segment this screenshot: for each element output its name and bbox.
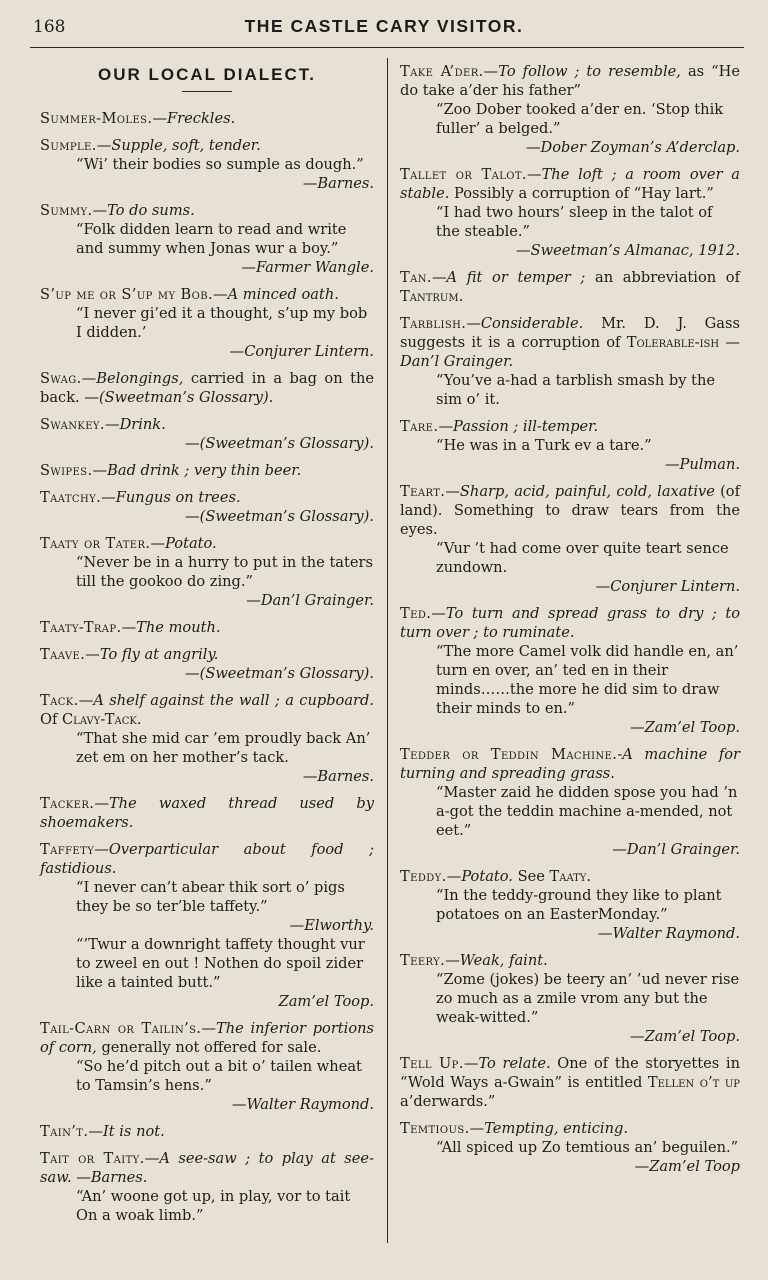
dictionary-entry xyxy=(40,645,374,683)
dictionary-entry xyxy=(40,109,374,128)
entry-headword: Swag. xyxy=(40,370,82,387)
left-entries xyxy=(40,109,374,1225)
entry-headword: Tail-Carn or Tailin’s. xyxy=(40,1020,202,1037)
entry-meaning: To turn and spread grass to dry ; to turn over ; to ruminate. xyxy=(400,605,740,641)
dictionary-entry xyxy=(40,534,374,610)
entry-definition xyxy=(400,417,740,436)
entry-dash: — xyxy=(144,1150,160,1167)
entry-quote: “You’ve a-had a tarblish smash by the sim o’ it. xyxy=(436,372,716,408)
entry-definition xyxy=(400,482,740,539)
entry-attribution: —Dan’l Grainger. xyxy=(246,592,374,609)
entry-attribution: —Farmer Wangle. xyxy=(241,259,374,276)
entry-definition xyxy=(40,1019,374,1057)
entry-attribution: —Barnes. xyxy=(302,175,374,192)
entry-dash: — xyxy=(466,315,481,332)
entry-meaning: Potato. xyxy=(461,868,513,885)
entry-definition xyxy=(40,691,374,729)
entry-dash: — xyxy=(469,1120,485,1137)
entry-meaning: To relate. xyxy=(478,1055,551,1072)
entry-headword: Taaty-Trap. xyxy=(40,619,122,636)
entry-note: (of land). Something to draw tears from the eyes. xyxy=(400,483,740,538)
entry-quote: “Zome (jokes) be teery an’ ’ud never rise zo much as a zmile vrom any but the weak-witted.” xyxy=(436,971,740,1026)
entry-meaning: Bad drink ; very thin beer. xyxy=(107,462,302,479)
dictionary-entry xyxy=(400,417,740,474)
entry-definition xyxy=(40,201,374,220)
entry-headword: Tarblish. xyxy=(400,315,467,332)
entry-quote: “I never gi’ed it a thought, s’up my bob I didden.’ xyxy=(76,305,368,341)
entry-definition xyxy=(40,794,374,832)
entry-definition xyxy=(40,369,374,407)
dictionary-entry xyxy=(40,618,374,637)
entry-headword: Swipes. xyxy=(40,462,93,479)
right-column xyxy=(400,62,740,1184)
entry-quote: “All spiced up Zo temtious an’ beguilen.” xyxy=(436,1139,739,1156)
entry-note: Possibly a corruption of “Hay lart.” xyxy=(449,185,714,202)
entry-quote: “An’ woone got up, in play, vor to tait On a woak limb.” xyxy=(76,1188,351,1224)
entry-definition xyxy=(40,109,374,128)
entry-meaning: A minced oath. xyxy=(227,286,339,303)
dictionary-entry xyxy=(400,165,740,260)
entry-attribution: —Sweetman’s Almanac, 1912. xyxy=(515,242,740,259)
dictionary-entry xyxy=(400,482,740,596)
dictionary-entry xyxy=(40,794,374,832)
entry-meaning: The waxed thread used by shoemakers. xyxy=(40,795,374,831)
entry-source: —(Sweetman’s Glossary). xyxy=(84,389,274,406)
right-entries xyxy=(400,62,740,1176)
entry-dash: — xyxy=(201,1020,217,1037)
entry-meaning: Passion ; ill-temper. xyxy=(453,418,599,435)
entry-note: See xyxy=(512,868,550,885)
entry-attribution: —Walter Raymond. xyxy=(231,1096,374,1113)
entry-note: as “He do take a’der his father” xyxy=(400,63,740,99)
entry-dash: — xyxy=(104,416,120,433)
entry-dash: — xyxy=(526,166,542,183)
entry-attribution: —Zam’el Toop xyxy=(634,1158,740,1175)
entry-dash: — xyxy=(446,868,462,885)
entry-meaning: Supple, soft, tender. xyxy=(111,137,261,154)
entry-quote: “I had two hours’ sleep in the talot of the steable.” xyxy=(436,204,713,240)
entry-meaning: A machine for turning and spreading grass. xyxy=(400,746,740,782)
entry-definition xyxy=(40,415,374,434)
entry-meaning: A fit or temper ; xyxy=(446,269,586,286)
entry-definition xyxy=(400,314,740,371)
dictionary-entry xyxy=(40,691,374,786)
header-rule xyxy=(30,47,744,48)
dictionary-entry xyxy=(400,314,740,409)
entry-meaning: Drink. xyxy=(119,416,166,433)
entry-dash: - xyxy=(617,746,623,763)
dictionary-entry xyxy=(400,867,740,943)
entry-note: carried in a bag on the back. xyxy=(40,370,374,406)
entry-definition xyxy=(400,62,740,100)
entry-definition xyxy=(40,461,374,480)
entry-dash: — xyxy=(445,952,460,969)
entry-headword: Taffety xyxy=(40,841,95,858)
dictionary-entry xyxy=(400,268,740,306)
entry-quote: “Never be in a hurry to put in the taters till the gookoo do zing.” xyxy=(76,554,373,590)
entry-headword: Tait or Taity. xyxy=(40,1150,145,1167)
page-number: 168 xyxy=(33,17,66,37)
entry-quote: “Wi’ their bodies so sumple as dough.” xyxy=(76,156,364,173)
entry-definition xyxy=(40,1122,374,1141)
entry-quote: “Zoo Dober tooked a’der en. ‘Stop thik fuller’ a belged.” xyxy=(436,101,724,137)
entry-note-end: a’derwards.” xyxy=(400,1093,496,1110)
entry-attribution: —(Sweetman’s Glossary). xyxy=(185,435,374,452)
column-divider xyxy=(387,58,388,1243)
entry-definition xyxy=(40,1149,374,1187)
entry-meaning: Sharp, acid, painful, cold, laxative xyxy=(459,483,715,500)
dictionary-entry xyxy=(400,604,740,737)
entry-dash: — xyxy=(85,646,100,663)
entry-dash: — xyxy=(431,605,446,622)
entry-headword: Teddy. xyxy=(400,868,447,885)
dictionary-entry xyxy=(40,840,374,1011)
dictionary-entry xyxy=(400,1054,740,1111)
dictionary-entry xyxy=(40,461,374,480)
entry-note: Mr. D. J. Gass suggests it is a corruption of xyxy=(400,315,740,351)
dictionary-entry xyxy=(400,745,740,859)
dictionary-entry xyxy=(40,369,374,407)
entry-dash: — xyxy=(94,795,109,812)
entry-definition xyxy=(400,165,740,203)
entry-attribution: —Dober Zoyman’s A’derclap. xyxy=(525,139,740,156)
entry-headword: Tell Up. xyxy=(400,1055,464,1072)
dictionary-entry xyxy=(400,62,740,157)
entry-definition xyxy=(40,645,374,664)
running-title: THE CASTLE CARY VISITOR. xyxy=(244,16,524,36)
entry-attribution: —Conjurer Lintern. xyxy=(229,343,374,360)
entry-headword: Summy. xyxy=(40,202,93,219)
entry-dash: — xyxy=(92,202,108,219)
entry-quote: “He was in a Turk ev a tare.” xyxy=(436,437,652,454)
entry-attribution: Zam’el Toop. xyxy=(278,993,374,1010)
entry-definition xyxy=(40,488,374,507)
entry-definition xyxy=(40,136,374,155)
entry-definition xyxy=(400,268,740,306)
entry-crossref: Tellen o’t up xyxy=(647,1074,740,1091)
entry-definition xyxy=(400,604,740,642)
entry-attribution: —Zam’el Toop. xyxy=(629,1028,740,1045)
entry-attribution: —Elworthy. xyxy=(289,917,374,934)
entry-meaning: Overparticular about food ; fastidious. xyxy=(40,841,374,877)
dictionary-entry xyxy=(40,415,374,453)
entry-headword: Summer-Moles. xyxy=(40,110,153,127)
entry-meaning: Considerable. xyxy=(480,315,584,332)
entry-definition xyxy=(400,951,740,970)
entry-definition xyxy=(400,1054,740,1111)
entry-crossref: Tolerable-ish xyxy=(626,334,720,351)
entry-headword: Swankey. xyxy=(40,416,105,433)
entry-headword: Taaty or Tater. xyxy=(40,535,151,552)
entry-dash: — xyxy=(81,370,97,387)
section-title: OUR LOCAL DIALECT. xyxy=(98,65,316,84)
entry-meaning: Weak, faint. xyxy=(459,952,548,969)
entry-source: —Dan’l Grainger. xyxy=(400,334,740,370)
entry-quote: “That she mid car ’em proudly back An’ zet em on her mother’s tack. xyxy=(76,730,371,766)
entry-quote: “I never can’t abear thik sort o’ pigs they be so ter’ble taffety.” xyxy=(76,879,345,915)
entry-dash: — xyxy=(78,692,94,709)
entry-meaning: To do sums. xyxy=(107,202,195,219)
entry-meaning: Freckles. xyxy=(167,110,236,127)
entry-headword: Sumple. xyxy=(40,137,97,154)
entry-quote: “Vur ’t had come over quite teart sence zundown. xyxy=(436,540,729,576)
entry-dash: — xyxy=(94,841,109,858)
entry-dash: — xyxy=(483,63,499,80)
entry-headword: Taatchy. xyxy=(40,489,102,506)
dictionary-entry xyxy=(40,1122,374,1141)
entry-definition xyxy=(400,1119,740,1138)
entry-dash: — xyxy=(431,269,447,286)
dictionary-entry xyxy=(400,951,740,1046)
entry-headword: Teery. xyxy=(400,952,446,969)
entry-dash: — xyxy=(152,110,168,127)
entry-dash: — xyxy=(88,1123,103,1140)
entry-note: generally not offered for sale. xyxy=(96,1039,322,1056)
entry-dash: — xyxy=(445,483,460,500)
entry-headword: Temtious. xyxy=(400,1120,470,1137)
entry-headword: Take A’der. xyxy=(400,63,484,80)
entry-meaning: Belongings, xyxy=(96,370,184,387)
entry-definition xyxy=(40,285,374,304)
entry-crossref: Clavy-Tack. xyxy=(62,711,142,728)
entry-headword: Ted. xyxy=(400,605,432,622)
entry-note: One of the storyettes in “Wold Ways a-Gwain” is entitled xyxy=(400,1055,740,1091)
entry-headword: Tedder or Teddin Machine. xyxy=(400,746,618,763)
entry-dash: — xyxy=(121,619,137,636)
entry-headword: S’up me or S’up my Bob. xyxy=(40,286,213,303)
entry-headword: Tacker. xyxy=(40,795,95,812)
entry-quote: “So he’d pitch out a bit o’ tailen wheat to Tamsin’s hens.” xyxy=(76,1058,362,1094)
entry-meaning: The mouth. xyxy=(136,619,221,636)
entry-headword: Tallet or Talot. xyxy=(400,166,527,183)
dictionary-entry xyxy=(40,201,374,277)
dictionary-entry xyxy=(40,1149,374,1225)
entry-headword: Tain’t. xyxy=(40,1123,89,1140)
entry-headword: Tack. xyxy=(40,692,79,709)
entry-crossref: Taaty. xyxy=(549,868,592,885)
entry-definition xyxy=(40,618,374,637)
entry-headword: Taave. xyxy=(40,646,86,663)
left-column xyxy=(40,62,374,1233)
entry-note: an abbreviation of xyxy=(585,269,740,286)
dictionary-entry xyxy=(40,285,374,361)
entry-meaning: A see-saw ; to play at see-saw. xyxy=(40,1150,374,1186)
entry-meaning: To follow ; to resemble, xyxy=(498,63,681,80)
dictionary-entry xyxy=(40,488,374,526)
entry-meaning: The loft ; a room over a stable. xyxy=(400,166,741,202)
dictionary-entry xyxy=(400,1119,740,1176)
entry-meaning: It is not. xyxy=(103,1123,165,1140)
entry-definition xyxy=(40,840,374,878)
entry-headword: Tare. xyxy=(400,418,439,435)
dictionary-entry xyxy=(40,136,374,193)
dictionary-entry xyxy=(40,1019,374,1114)
entry-quote: “Folk didden learn to read and write and summy when Jonas wur a boy.” xyxy=(76,221,347,257)
entry-note: Of xyxy=(40,711,63,728)
entry-meaning: Fungus on trees. xyxy=(115,489,241,506)
entry-attribution: —(Sweetman’s Glossary). xyxy=(185,508,374,525)
entry-meaning: To fly at angrily. xyxy=(99,646,219,663)
entry-dash: — xyxy=(463,1055,479,1072)
entry-definition xyxy=(400,867,740,886)
entry-meaning: Tempting, enticing. xyxy=(484,1120,628,1137)
entry-attribution: —Zam’el Toop. xyxy=(629,719,740,736)
entry-quote: “’Twur a downright taffety thought vur to zweel en out ! Nothen do spoil zider like a tainted butt.” xyxy=(76,936,365,991)
entry-crossref: Tantrum. xyxy=(400,288,464,305)
entry-definition xyxy=(40,534,374,553)
entry-meaning: A shelf against the wall ; a cupboard. xyxy=(93,692,374,709)
entry-headword: Teart. xyxy=(400,483,446,500)
entry-attribution: —Walter Raymond. xyxy=(597,925,740,942)
entry-headword: Tan. xyxy=(400,269,432,286)
entry-meaning: Potato. xyxy=(165,535,217,552)
entry-attribution: —Pulman. xyxy=(664,456,740,473)
title-rule xyxy=(182,91,232,92)
entry-dash: — xyxy=(213,286,228,303)
entry-attribution: —Dan’l Grainger. xyxy=(612,841,740,858)
entry-dash: — xyxy=(438,418,454,435)
entry-dash: — xyxy=(96,137,112,154)
entry-quote: “The more Camel volk did handle en, an’ turn en over, an’ ted en in their minds……the more he did sim to draw their minds to en.” xyxy=(436,643,739,717)
entry-quote: “Master zaid he didden spose you had ’n a-got the teddin machine a-mended, not eet.” xyxy=(436,784,738,839)
entry-definition xyxy=(400,745,740,783)
entry-source: —Barnes. xyxy=(76,1169,148,1186)
entry-attribution: —Barnes. xyxy=(302,768,374,785)
entry-dash: — xyxy=(92,462,108,479)
entry-attribution: —(Sweetman’s Glossary). xyxy=(185,665,374,682)
entry-dash: — xyxy=(101,489,116,506)
entry-dash: — xyxy=(150,535,166,552)
entry-attribution: —Conjurer Lintern. xyxy=(595,578,740,595)
entry-quote: “In the teddy-ground they like to plant potatoes on an EasterMonday.” xyxy=(436,887,722,923)
entry-meaning: The inferior portions of corn, xyxy=(40,1020,375,1056)
